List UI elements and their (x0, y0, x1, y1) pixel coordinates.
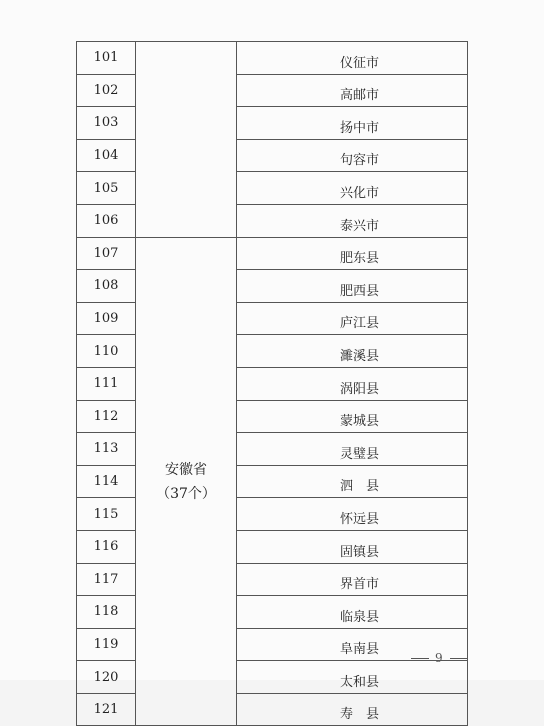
row-number: 106 (77, 204, 136, 237)
row-number: 117 (77, 563, 136, 596)
county-name: 灵璧县 (237, 433, 468, 466)
row-number: 108 (77, 270, 136, 303)
table-row (77, 661, 468, 694)
table-row (77, 465, 468, 498)
table-row (77, 302, 468, 335)
row-number: 112 (77, 400, 136, 433)
table-row (77, 172, 468, 205)
county-name: 句容市 (237, 139, 468, 172)
county-name: 太和县 (237, 661, 468, 694)
province-count: （37个） (156, 485, 216, 502)
county-name: 兴化市 (237, 172, 468, 205)
row-number: 103 (77, 107, 136, 140)
province-cell (136, 237, 237, 726)
table-row (77, 563, 468, 596)
county-name: 泰兴市 (237, 204, 468, 237)
table-row (77, 530, 468, 563)
county-name: 高邮市 (237, 74, 468, 107)
row-number: 116 (77, 530, 136, 563)
table-row (77, 204, 468, 237)
row-number: 109 (77, 302, 136, 335)
table-row (77, 335, 468, 368)
row-number: 114 (77, 465, 136, 498)
row-number: 110 (77, 335, 136, 368)
county-name: 肥西县 (237, 270, 468, 303)
row-number: 102 (77, 74, 136, 107)
county-name: 扬中市 (237, 107, 468, 140)
table-row (77, 42, 468, 75)
county-name: 阜南县 (237, 628, 468, 661)
row-number: 118 (77, 596, 136, 629)
county-name: 怀远县 (237, 498, 468, 531)
row-number: 105 (77, 172, 136, 205)
row-number: 101 (77, 42, 136, 75)
row-number: 111 (77, 367, 136, 400)
row-number: 113 (77, 433, 136, 466)
footer-dash-right (450, 658, 468, 659)
table-row (77, 367, 468, 400)
row-number: 119 (77, 628, 136, 661)
footer-dash-left (411, 658, 429, 659)
row-number: 115 (77, 498, 136, 531)
county-name: 蒙城县 (237, 400, 468, 433)
table-row (77, 498, 468, 531)
county-name: 涡阳县 (237, 367, 468, 400)
table-row (77, 270, 468, 303)
page-footer (405, 651, 474, 665)
county-name: 濉溪县 (237, 335, 468, 368)
county-name: 仪征市 (237, 42, 468, 75)
row-number: 120 (77, 661, 136, 694)
table-row (77, 139, 468, 172)
county-name: 泗 县 (237, 465, 468, 498)
county-name: 寿 县 (237, 693, 468, 726)
county-name: 固镇县 (237, 530, 468, 563)
province-name: 安徽省 (165, 461, 207, 478)
table-row (77, 693, 468, 726)
page-number: 9 (435, 651, 444, 665)
row-number: 104 (77, 139, 136, 172)
county-name: 肥东县 (237, 237, 468, 270)
table-row (77, 74, 468, 107)
table-row (77, 237, 468, 270)
row-number: 121 (77, 693, 136, 726)
county-list-table (76, 41, 468, 726)
table-row (77, 433, 468, 466)
county-name: 庐江县 (237, 302, 468, 335)
county-name: 界首市 (237, 563, 468, 596)
table-row (77, 400, 468, 433)
table-row (77, 107, 468, 140)
table-body (77, 42, 468, 726)
row-number: 107 (77, 237, 136, 270)
county-name: 临泉县 (237, 596, 468, 629)
table-row (77, 596, 468, 629)
province-cell-blank (136, 42, 237, 238)
